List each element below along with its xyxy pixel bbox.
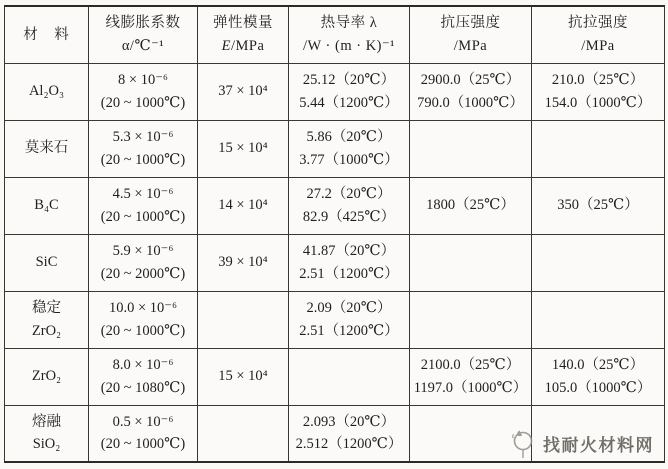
- header-modulus-label: 弹性模量: [213, 15, 273, 32]
- header-expansion-label: 线膨胀系数: [105, 15, 181, 32]
- cell-expansion: 4.5 × 10⁻⁶ (20 ~ 1000℃): [89, 177, 198, 234]
- table-row-stabilized-zro2: [5, 291, 665, 348]
- header-compressive-unit: /MPa: [453, 37, 488, 54]
- table-row-fused-sio2: [5, 405, 665, 462]
- col-header-material: [5, 6, 89, 63]
- header-expansion-unit: α/℃⁻¹: [121, 37, 165, 54]
- cell-conductivity: 41.87（20℃） 2.51（1200℃）: [289, 234, 410, 291]
- table-row-sic: [5, 234, 665, 291]
- materials-properties-table: [4, 5, 665, 463]
- col-header-expansion: [89, 6, 198, 63]
- cell-material: 莫来石: [5, 120, 89, 177]
- header-row: [5, 6, 665, 63]
- cell-compressive: 1800（25℃）: [410, 177, 532, 234]
- cell-modulus: 14 × 10⁴: [198, 177, 289, 234]
- cell-expansion: 8.0 × 10⁻⁶ (20 ~ 1080℃): [89, 348, 198, 405]
- cell-tensile: [532, 291, 665, 348]
- cell-expansion: 8 × 10⁻⁶ (20 ~ 1000℃): [89, 63, 198, 120]
- cell-conductivity: 2.093（20℃） 2.512（1200℃）: [289, 405, 410, 462]
- cell-modulus: [198, 291, 289, 348]
- cell-tensile: [532, 234, 665, 291]
- header-conductivity-label: 热导率 λ: [320, 15, 378, 32]
- table-row-al2o3: [5, 63, 665, 120]
- cell-expansion: 10.0 × 10⁻⁶ (20 ~ 1000℃): [89, 291, 198, 348]
- watermark-text: 找耐火材料网: [543, 435, 654, 455]
- cell-conductivity: 25.12（20℃） 5.44（1200℃）: [289, 63, 410, 120]
- cell-material: ZrO₂: [5, 348, 89, 405]
- col-header-tensile: [532, 6, 665, 63]
- cell-material: Al₂O₃: [5, 63, 89, 120]
- cell-compressive: 2100.0（25℃） 1197.0（1000℃）: [410, 348, 532, 405]
- table-row-mullite: [5, 120, 665, 177]
- cell-modulus: 37 × 10⁴: [198, 63, 289, 120]
- cell-conductivity: 5.86（20℃） 3.77（1000℃）: [289, 120, 410, 177]
- cell-tensile: 350（25℃）: [532, 177, 665, 234]
- cell-compressive: [410, 291, 532, 348]
- cell-tensile: [532, 405, 665, 462]
- cell-compressive: [410, 405, 532, 462]
- cell-tensile: [532, 120, 665, 177]
- cell-material: SiC: [5, 234, 89, 291]
- cell-material: B₄C: [5, 177, 89, 234]
- table-row-zro2: [5, 348, 665, 405]
- cell-modulus: 15 × 10⁴: [198, 348, 289, 405]
- cell-expansion: 5.9 × 10⁻⁶ (20 ~ 2000℃): [89, 234, 198, 291]
- cell-conductivity: 27.2（20℃） 82.9（425℃）: [289, 177, 410, 234]
- header-tensile-unit: /MPa: [581, 37, 615, 54]
- cell-expansion: 5.3 × 10⁻⁶ (20 ~ 1000℃): [89, 120, 198, 177]
- cell-tensile: 210.0（25℃） 154.0（1000℃）: [532, 63, 665, 120]
- cell-modulus: 39 × 10⁴: [198, 234, 289, 291]
- cell-conductivity: 2.09（20℃） 2.51（1200℃）: [289, 291, 410, 348]
- cell-compressive: [410, 120, 532, 177]
- col-header-conductivity: [289, 6, 410, 63]
- header-modulus-unit: E/MPa: [221, 37, 265, 54]
- cell-modulus: 15 × 10⁴: [198, 120, 289, 177]
- col-header-compressive: [410, 6, 532, 63]
- header-conductivity-unit: /W · (m · K)⁻¹: [302, 37, 396, 54]
- header-material-label: 材 料: [23, 26, 70, 43]
- header-compressive-label: 抗压强度: [440, 15, 501, 32]
- cell-modulus: [198, 405, 289, 462]
- cell-compressive: 2900.0（25℃） 790.0（1000℃）: [410, 63, 532, 120]
- header-tensile-label: 抗拉强度: [568, 15, 628, 32]
- cell-material: 稳定 ZrO₂: [5, 291, 89, 348]
- cell-material: 熔融 SiO₂: [5, 405, 89, 462]
- col-header-modulus: [198, 6, 289, 63]
- cell-conductivity: [289, 348, 410, 405]
- cell-expansion: 0.5 × 10⁻⁶ (20 ~ 1000℃): [89, 405, 198, 462]
- cell-tensile: 140.0（25℃） 105.0（1000℃）: [532, 348, 665, 405]
- table-row-b4c: [5, 177, 665, 234]
- cell-compressive: [410, 234, 532, 291]
